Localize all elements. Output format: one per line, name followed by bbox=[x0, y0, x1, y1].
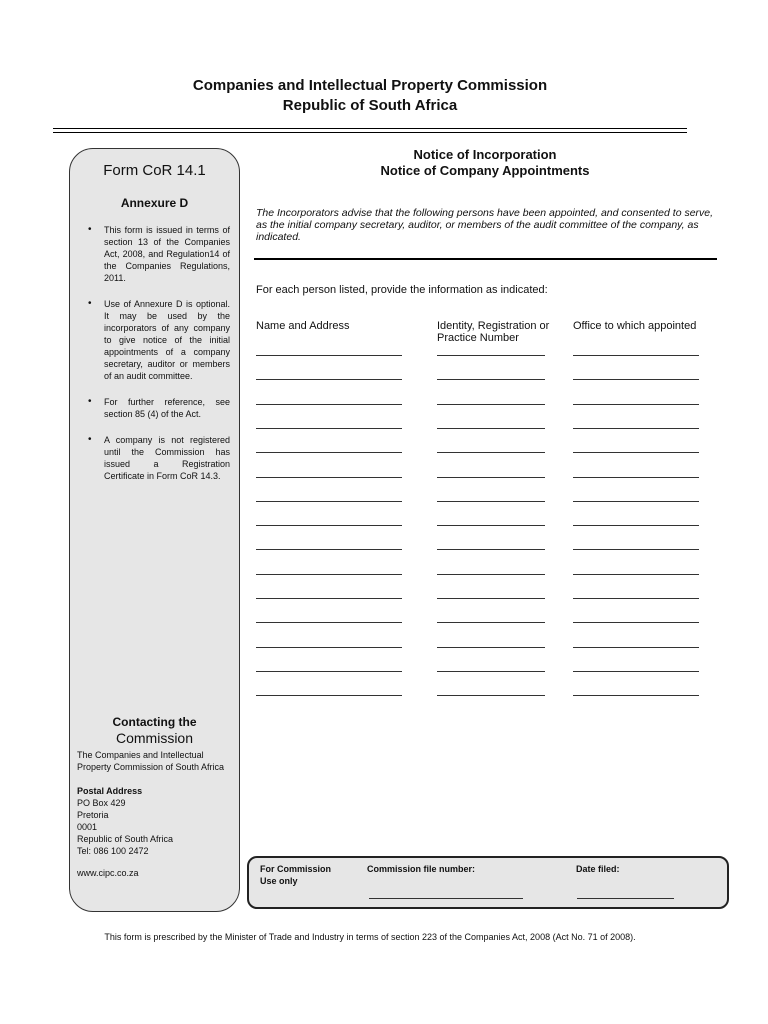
name-field[interactable] bbox=[256, 404, 402, 405]
section-rule bbox=[254, 258, 717, 260]
header-rule-top bbox=[53, 128, 687, 129]
instruction-text: For each person listed, provide the information as indicated: bbox=[256, 284, 548, 296]
name-field[interactable] bbox=[256, 574, 402, 575]
name-field[interactable] bbox=[256, 379, 402, 380]
office-field[interactable] bbox=[573, 598, 699, 599]
identity-field[interactable] bbox=[437, 501, 545, 502]
commission-name: The Companies and Intellectual Property Commission of South Africa bbox=[77, 750, 225, 772]
notice-title: Notice of Incorporation bbox=[413, 147, 557, 162]
footer-note: This form is prescribed by the Minister of Trade and Industry in terms of section 223 of the Companies Act, 2008 (Act No. 71 of 2008). bbox=[104, 932, 636, 942]
identity-field[interactable] bbox=[437, 671, 545, 672]
identity-field[interactable] bbox=[437, 622, 545, 623]
office-field[interactable] bbox=[573, 501, 699, 502]
postal-line: PO Box 429 bbox=[77, 798, 126, 808]
office-field[interactable] bbox=[573, 574, 699, 575]
bullet-item: • A company is not registered until the Commission has issued a Registration Certificate in Form CoR 14.3. bbox=[84, 434, 230, 482]
name-field[interactable] bbox=[256, 501, 402, 502]
date-filed-field[interactable] bbox=[577, 898, 674, 899]
postal-line: Pretoria bbox=[77, 810, 109, 820]
postal-line: Republic of South Africa bbox=[77, 834, 174, 844]
office-field[interactable] bbox=[573, 525, 699, 526]
office-field[interactable] bbox=[573, 477, 699, 478]
date-filed-label: Date filed: bbox=[576, 864, 620, 874]
name-field[interactable] bbox=[256, 355, 402, 356]
file-number-field[interactable] bbox=[369, 898, 523, 899]
office-field[interactable] bbox=[573, 404, 699, 405]
identity-field[interactable] bbox=[437, 525, 545, 526]
office-field[interactable] bbox=[573, 452, 699, 453]
office-field[interactable] bbox=[573, 622, 699, 623]
country-heading: Republic of South Africa bbox=[282, 97, 458, 114]
postal-address-label: Postal Address bbox=[77, 786, 143, 796]
contact-title-commission: Commission bbox=[115, 730, 193, 746]
name-field[interactable] bbox=[256, 598, 402, 599]
identity-field[interactable] bbox=[437, 404, 545, 405]
commission-use-box bbox=[247, 856, 729, 909]
column-header-name: Name and Address bbox=[256, 320, 350, 332]
office-field[interactable] bbox=[573, 379, 699, 380]
contact-title: Contacting the bbox=[112, 715, 197, 729]
name-field[interactable] bbox=[256, 622, 402, 623]
identity-field[interactable] bbox=[437, 477, 545, 478]
bullet-item: • Use of Annexure D is optional. It may be used by the incorporators of any company to give notice of the initial appointments of a company secretary, auditor or members of an audit committee. bbox=[84, 298, 230, 382]
telephone: Tel: 086 100 2472 bbox=[77, 846, 149, 856]
bullet-item: • For further reference, see section 85 (4) of the Act. bbox=[84, 396, 230, 420]
identity-field[interactable] bbox=[437, 355, 545, 356]
commission-heading: Companies and Intellectual Property Commission bbox=[192, 77, 548, 94]
info-sidebar bbox=[69, 148, 240, 912]
info-bullet-list bbox=[84, 224, 230, 496]
file-number-label: Commission file number: bbox=[367, 864, 476, 874]
column-header-office: Office to which appointed bbox=[573, 320, 697, 332]
office-field[interactable] bbox=[573, 549, 699, 550]
office-field[interactable] bbox=[573, 428, 699, 429]
office-field[interactable] bbox=[573, 647, 699, 648]
identity-field[interactable] bbox=[437, 452, 545, 453]
identity-field[interactable] bbox=[437, 695, 545, 696]
identity-field[interactable] bbox=[437, 574, 545, 575]
contact-details bbox=[77, 749, 237, 879]
identity-field[interactable] bbox=[437, 598, 545, 599]
office-field[interactable] bbox=[573, 355, 699, 356]
identity-field[interactable] bbox=[437, 379, 545, 380]
name-field[interactable] bbox=[256, 452, 402, 453]
annexure-label: Annexure D bbox=[120, 196, 189, 210]
postal-line: 0001 bbox=[77, 822, 98, 832]
notice-subtitle: Notice of Company Appointments bbox=[380, 163, 590, 178]
form-title: Form CoR 14.1 bbox=[103, 162, 206, 179]
name-field[interactable] bbox=[256, 549, 402, 550]
name-field[interactable] bbox=[256, 428, 402, 429]
column-header-identity: Identity, Registration or Practice Number bbox=[437, 320, 550, 344]
identity-field[interactable] bbox=[437, 428, 545, 429]
bullet-item: • This form is issued in terms of section 13 of the Companies Act, 2008, and Regulation14 of the Companies Regulations, 2011. bbox=[84, 224, 230, 284]
office-field[interactable] bbox=[573, 671, 699, 672]
office-field[interactable] bbox=[573, 695, 699, 696]
name-field[interactable] bbox=[256, 671, 402, 672]
header-rule-bottom bbox=[53, 132, 687, 133]
commission-use-label: For Commission Use only bbox=[260, 864, 332, 886]
name-field[interactable] bbox=[256, 695, 402, 696]
name-field[interactable] bbox=[256, 477, 402, 478]
identity-field[interactable] bbox=[437, 549, 545, 550]
intro-text: The Incorporators advise that the following persons have been appointed, and consented to serve, as the initial company secretary, auditor, or members of the audit committee of the company, as indicated. bbox=[256, 207, 714, 243]
name-field[interactable] bbox=[256, 647, 402, 648]
name-field[interactable] bbox=[256, 525, 402, 526]
website-link[interactable]: www.cipc.co.za bbox=[77, 868, 139, 878]
identity-field[interactable] bbox=[437, 647, 545, 648]
